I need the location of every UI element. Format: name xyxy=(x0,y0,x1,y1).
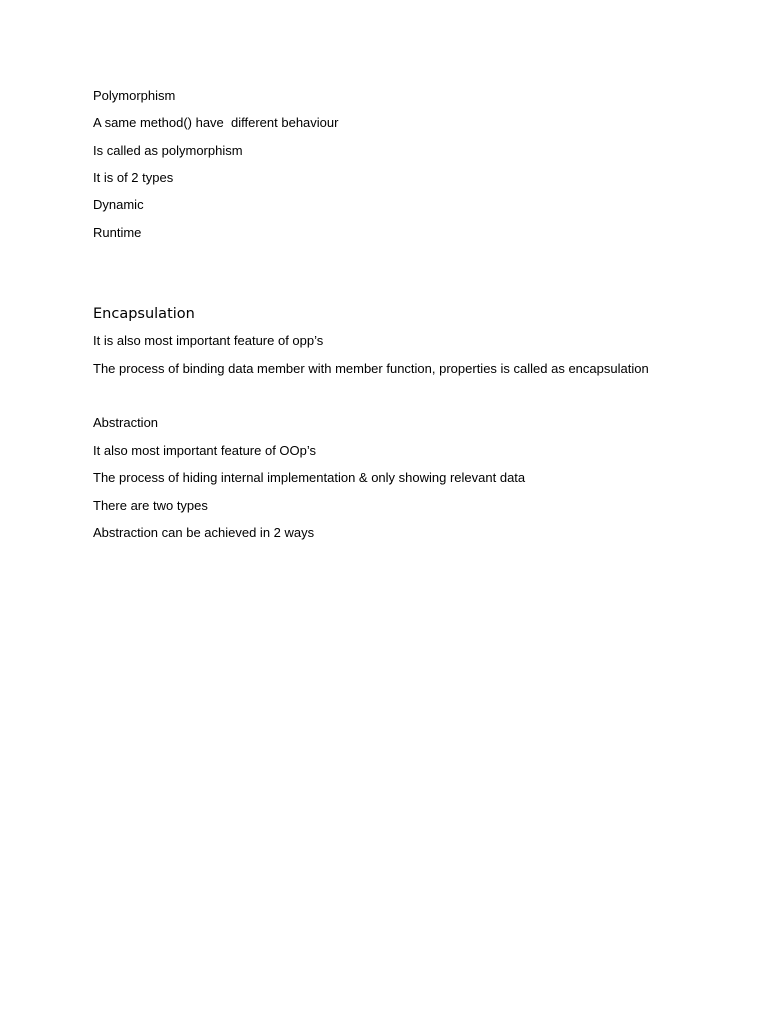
abstraction-line-importance: It also most important feature of OOp’s xyxy=(93,443,317,458)
polymorphism-line-called: Is called as polymorphism xyxy=(93,143,243,158)
polymorphism-line-dynamic: Dynamic xyxy=(93,197,144,212)
polymorphism-line-runtime: Runtime xyxy=(93,225,142,240)
encapsulation-heading: Encapsulation xyxy=(93,306,195,322)
abstraction-line-ways: Abstraction can be achieved in 2 ways xyxy=(93,525,315,540)
abstraction-line-types: There are two types xyxy=(93,498,208,513)
encapsulation-line-definition: The process of binding data member with member function, properties is called as encapsulation xyxy=(93,361,649,376)
abstraction-line-definition: The process of hiding internal implementation & only showing relevant data xyxy=(93,470,526,485)
polymorphism-line-types: It is of 2 types xyxy=(93,170,174,185)
polymorphism-title: Polymorphism xyxy=(93,88,176,103)
polymorphism-line-definition: A same method() have different behaviour xyxy=(93,115,339,130)
encapsulation-line-importance: It is also most important feature of opp’s xyxy=(93,333,324,348)
abstraction-title: Abstraction xyxy=(93,415,159,430)
